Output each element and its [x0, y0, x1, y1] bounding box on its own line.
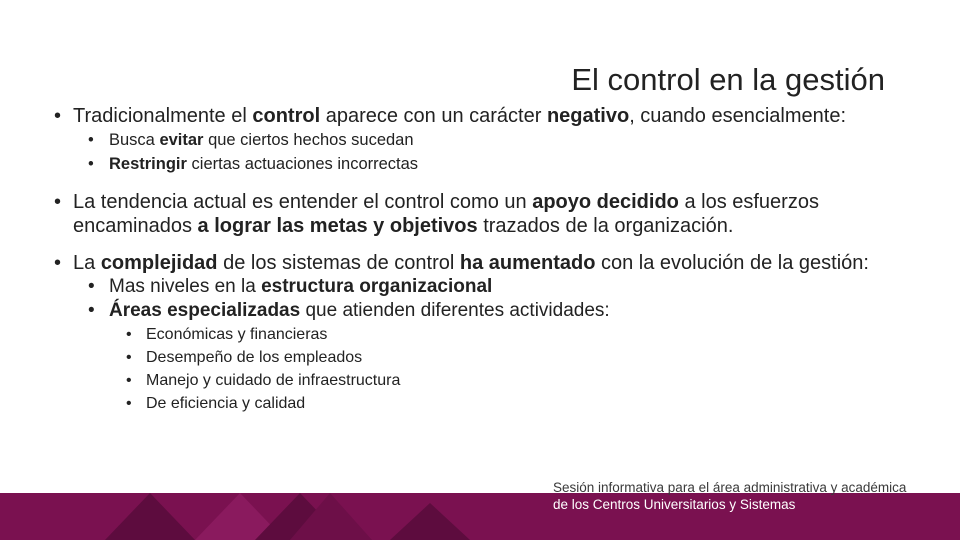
bullet-dot: • — [126, 349, 132, 366]
text-run: Económicas y financieras — [146, 326, 328, 343]
bullet-dot: • — [88, 276, 95, 297]
bullet-dot: • — [126, 326, 132, 343]
text-run: aparece con un carácter — [320, 105, 547, 127]
bullet-dot: • — [126, 395, 132, 412]
text-run: ciertas actuaciones incorrectas — [186, 155, 419, 173]
bold-run: evitar — [159, 131, 204, 149]
bullet-l1 — [54, 251, 894, 275]
bold-run: negativo — [546, 105, 630, 127]
bullet-dot: • — [88, 155, 94, 173]
bullet-l1 — [54, 104, 894, 128]
bullet-l3 — [126, 323, 894, 346]
bullet-dot: • — [54, 105, 62, 127]
text-run: Manejo y cuidado de infraestructura — [146, 372, 401, 389]
bullet-l2 — [88, 128, 894, 152]
bold-run: estructura organizacional — [261, 276, 493, 297]
bold-run: Restringir — [109, 155, 187, 173]
bullet-l1 — [54, 190, 894, 238]
bullet-l3 — [126, 369, 894, 392]
bold-run: Áreas especializadas — [109, 300, 301, 321]
bullet-block-1 — [54, 104, 894, 176]
bold-run: control — [252, 105, 321, 127]
bold-run: complejidad — [100, 252, 218, 274]
text-run: La tendencia actual es entender el control como un — [73, 191, 533, 213]
footer-triangle-shape — [105, 493, 195, 540]
text-run: trazados de la organización. — [477, 215, 734, 237]
text-run: que atienden diferentes actividades: — [300, 300, 610, 321]
text-run: La — [73, 252, 101, 274]
bullet-l3 — [126, 392, 894, 415]
text-run: de los sistemas de control — [217, 252, 460, 274]
bullet-l2 — [88, 299, 894, 323]
bullet-l3 — [126, 346, 894, 369]
text-run: Tradicionalmente el — [73, 105, 253, 127]
text-run: con la evolución de la gestión: — [595, 252, 869, 274]
footer-text — [553, 479, 906, 513]
text-run: que ciertos hechos sucedan — [203, 131, 414, 149]
slide-content — [54, 104, 894, 415]
bullet-block-2 — [54, 190, 894, 238]
bullet-dot: • — [54, 252, 62, 274]
text-run: Desempeño de los empleados — [146, 349, 363, 366]
text-run: a los esfuerzos encaminados — [73, 191, 819, 237]
bullet-block-3 — [54, 251, 894, 415]
bold-run: ha aumentado — [459, 252, 596, 274]
footer-line-2: de los Centros Universitarios y Sistemas — [553, 497, 796, 512]
bullet-dot: • — [126, 372, 132, 389]
bullet-dot: • — [54, 191, 62, 213]
bullet-dot: • — [88, 131, 94, 149]
bullet-dot: • — [88, 300, 95, 321]
text-run: Mas niveles en la — [109, 276, 262, 297]
bold-run: a lograr las metas y objetivos — [197, 215, 478, 237]
text-run: De eficiencia y calidad — [146, 395, 306, 412]
bold-run: apoyo decidido — [532, 191, 679, 213]
bullet-l2 — [88, 152, 894, 176]
slide-title: El control en la gestión — [571, 62, 885, 97]
text-run: , cuando esencialmente: — [629, 105, 846, 127]
footer-line-1: Sesión informativa para el área administrativa y académica — [553, 480, 907, 495]
bullet-l2 — [88, 275, 894, 299]
text-run: Busca — [109, 131, 160, 149]
footer-triangle-shape — [390, 503, 470, 540]
